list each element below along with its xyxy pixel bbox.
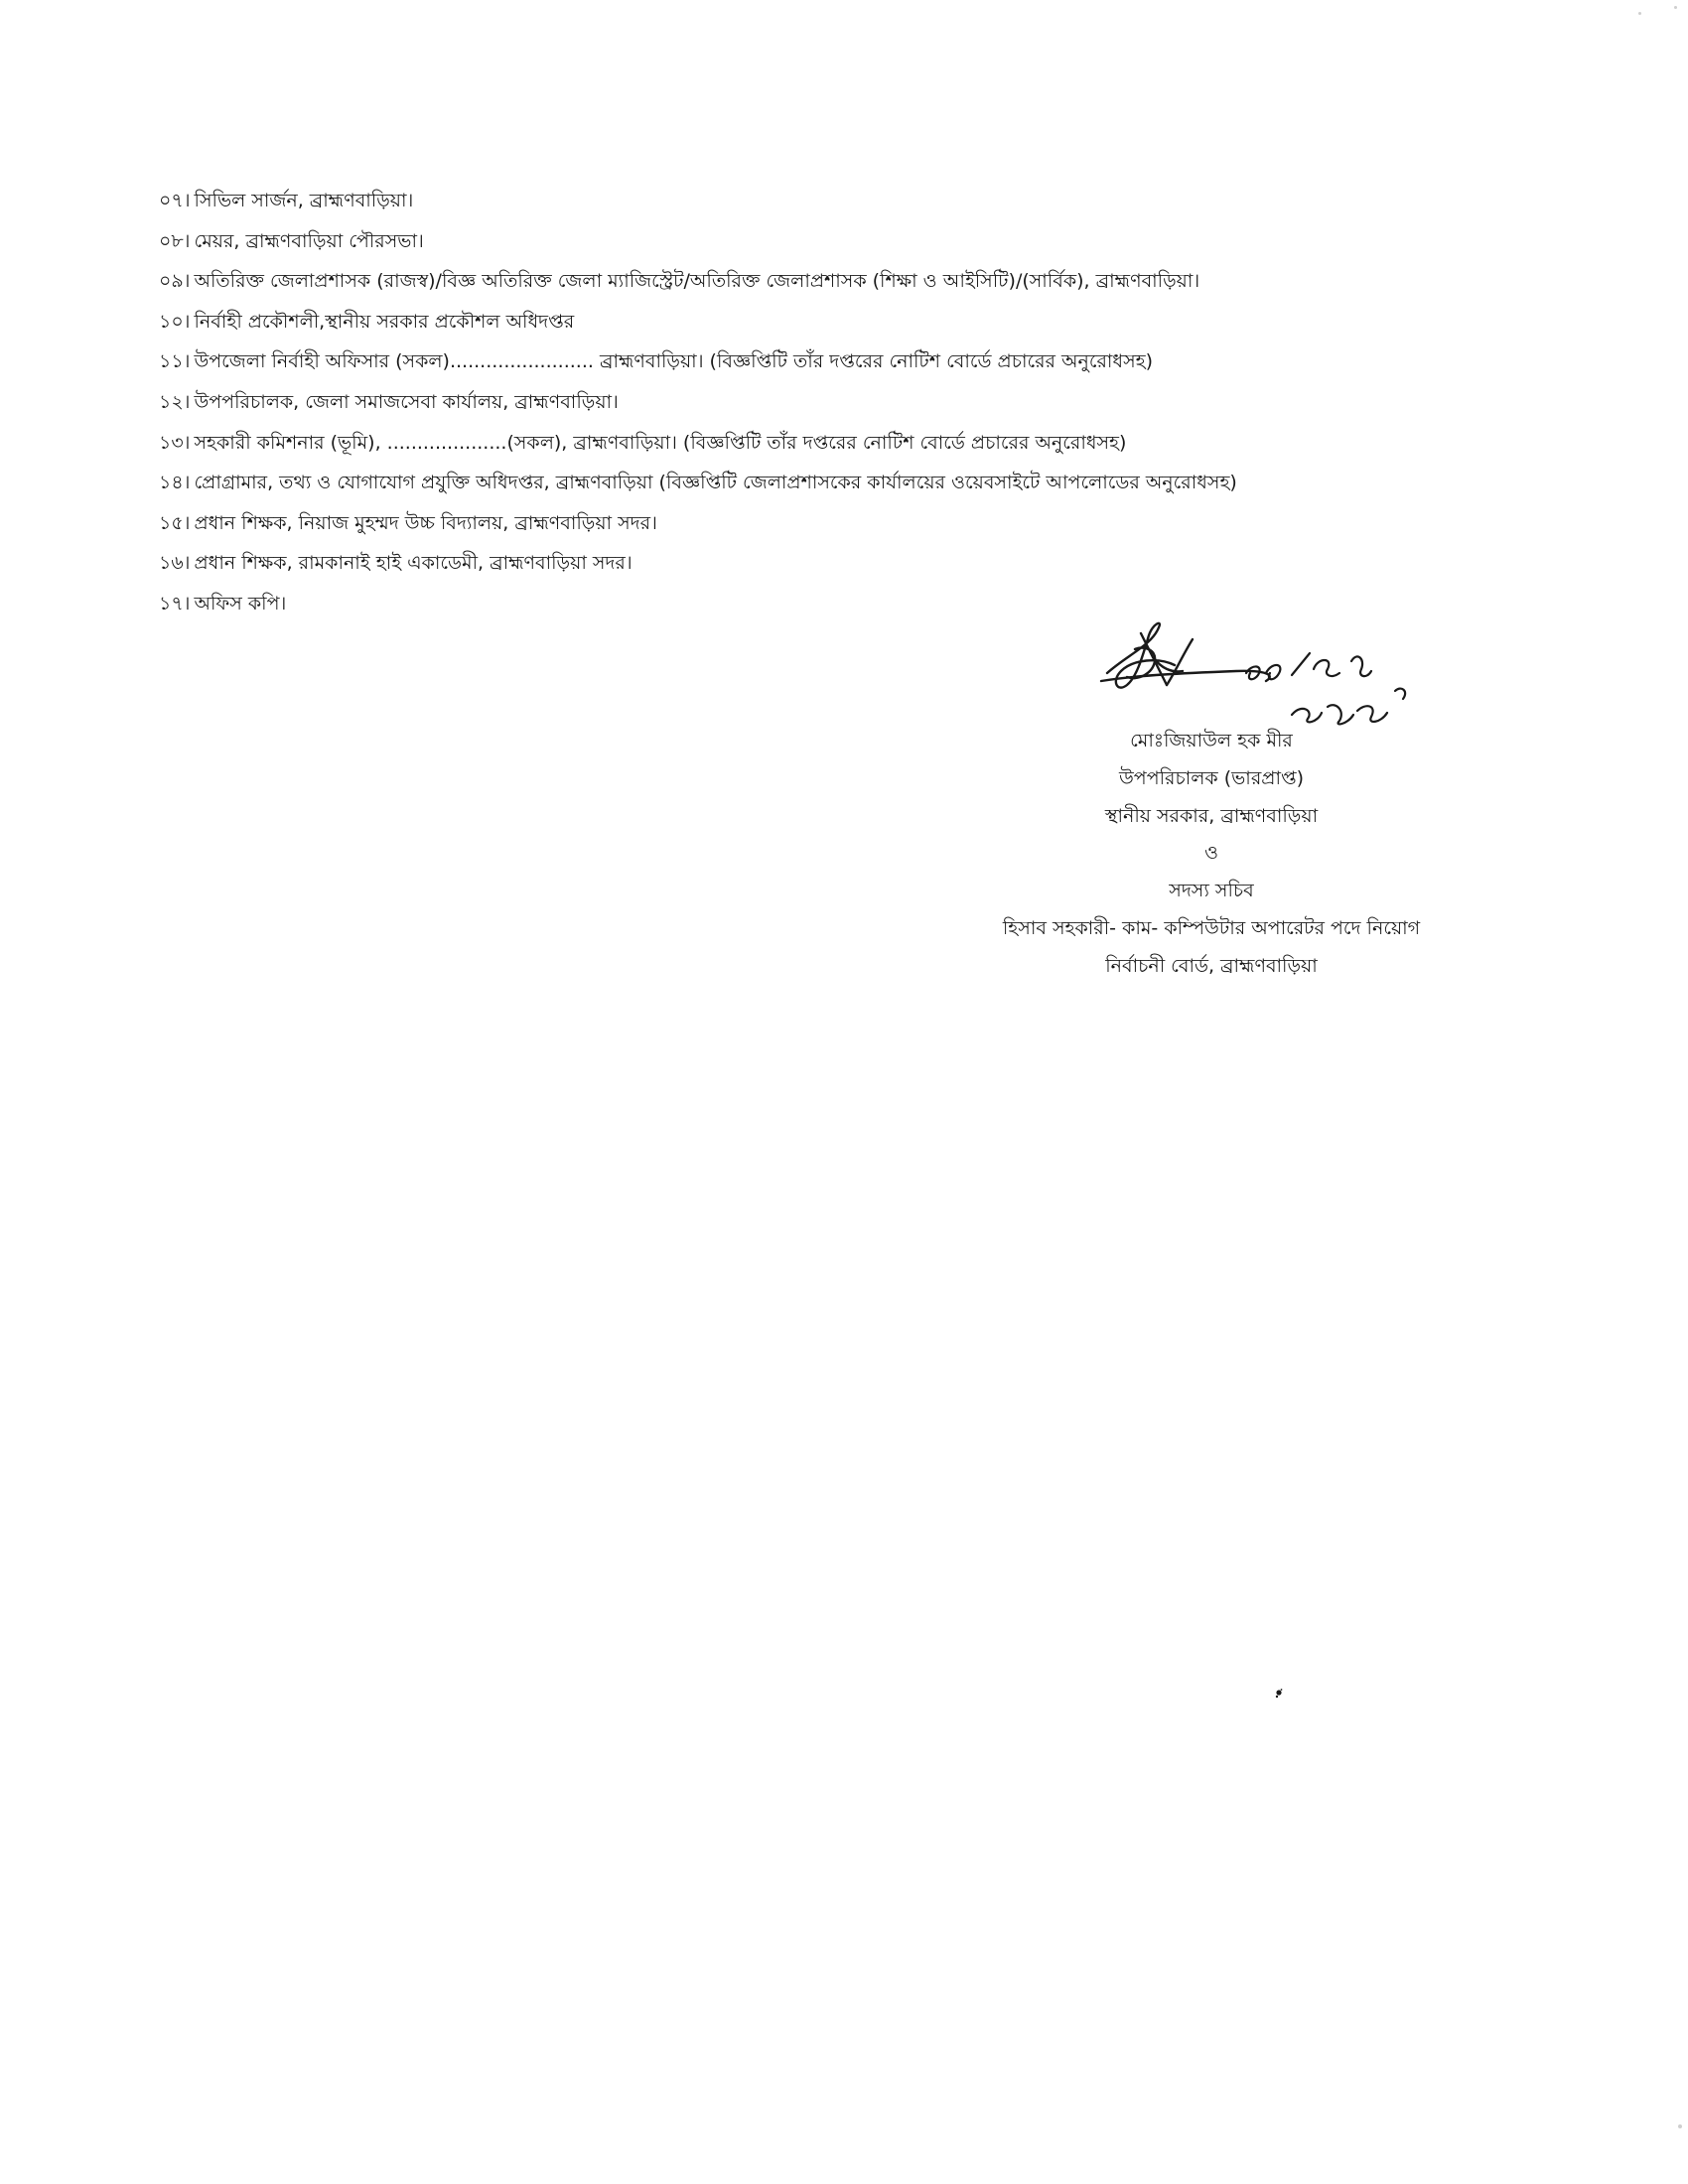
distribution-item-number: ১৪। [159,472,191,494]
distribution-item-text: সহকারী কমিশনার (ভূমি), ....................(সকল), ব্রাহ্মণবাড়িয়া। (বিজ্ঞপ্তিটি তাঁর দপ্তরের নোটিশ বোর্ডে প্রচারের অনুরোধসহ) [194,431,1127,454]
distribution-item-number: ১১। [159,350,191,373]
distribution-item [159,543,1529,584]
scan-edge-mark [1678,2124,1682,2128]
distribution-item [159,341,1529,382]
distribution-item-text: নির্বাহী প্রকৌশলী,স্থানীয় সরকার প্রকৌশল অধিদপ্তর [194,310,575,333]
distribution-item [159,181,1529,221]
scan-edge-mark [1674,6,1677,9]
distribution-item-number: ১২। [159,390,191,413]
board-title-line1: হিসাব সহকারী- কাম- কম্পিউটার অপারেটর পদে নিয়োগ [1002,916,1421,939]
distribution-item [159,503,1529,544]
distribution-item-number: ১৭। [159,592,191,614]
distribution-item [159,382,1529,423]
distribution-item-text: অফিস কপি। [194,592,287,614]
distribution-item [159,261,1529,302]
signatory-role: সদস্য সচিব [1169,880,1254,902]
distribution-item [159,302,1529,342]
distribution-item-number: ০৭। [159,190,191,211]
signature-date-mark [1246,653,1405,724]
distribution-item-number: ০৯। [159,270,191,293]
distribution-item [159,221,1529,262]
distribution-item-text: প্রধান শিক্ষক, রামকানাই হাই একাডেমী, ব্রাহ্মণবাড়িয়া সদর। [194,552,633,575]
distribution-item-text: মেয়র, ব্রাহ্মণবাড়িয়া পৌরসভা। [194,229,424,252]
signatory-office: স্থানীয় সরকার, ব্রাহ্মণবাড়িয়া [1104,804,1319,827]
scan-speck [1274,1688,1284,1700]
signatory-block [854,723,1569,986]
scan-edge-mark [1638,12,1641,15]
distribution-item-text: প্রোগ্রামার, তথ্য ও যোগাযোগ প্রযুক্তি অধিদপ্তর, ব্রাহ্মণবাড়িয়া (বিজ্ঞপ্তিটি জেলাপ্রশাসকের কার্যালয়ের ওয়েবসাইটে আপলোডের অনুরোধসহ) [194,472,1237,494]
signatory-designation: উপপরিচালক (ভারপ্রাপ্ত) [1119,766,1304,789]
distribution-item-text: উপজেলা নির্বাহী অফিসার (সকল)........................ ব্রাহ্মণবাড়িয়া। (বিজ্ঞপ্তিটি তাঁর দপ্তরের নোটিশ বোর্ডে প্রচারের অনুরোধসহ) [194,350,1154,373]
distribution-item-number: ১৫। [159,511,191,534]
signatory-name: মোঃজিয়াউল হক মীর [1130,730,1293,751]
distribution-item [159,463,1529,503]
distribution-item-text: সিভিল সার্জন, ব্রাহ্মণবাড়িয়া। [194,190,414,211]
signatory-conjunction: ও [1204,842,1218,865]
distribution-list [159,181,1529,624]
distribution-item-text: প্রধান শিক্ষক, নিয়াজ মুহম্মদ উচ্চ বিদ্যালয়, ব্রাহ্মণবাড়িয়া সদর। [194,511,657,534]
distribution-item-number: ১০। [159,310,191,333]
distribution-item-number: ০৮। [159,229,191,252]
distribution-item-text: অতিরিক্ত জেলাপ্রশাসক (রাজস্ব)/বিজ্ঞ অতিরিক্ত জেলা ম্যাজিস্ট্রেট/অতিরিক্ত জেলাপ্রশাসক (শিক্ষা ও আইসিটি)/(সার্বিক), ব্রাহ্মণবাড়িয়া। [194,270,1200,293]
distribution-item [159,423,1529,464]
distribution-item-number: ১৬। [159,552,191,575]
distribution-item-number: ১৩। [159,431,191,454]
board-title-line2: নির্বাচনী বোর্ড, ব্রাহ্মণবাড়িয়া [1105,954,1318,977]
distribution-item-text: উপপরিচালক, জেলা সমাজসেবা কার্যালয়, ব্রাহ্মণবাড়িয়া। [194,390,619,413]
